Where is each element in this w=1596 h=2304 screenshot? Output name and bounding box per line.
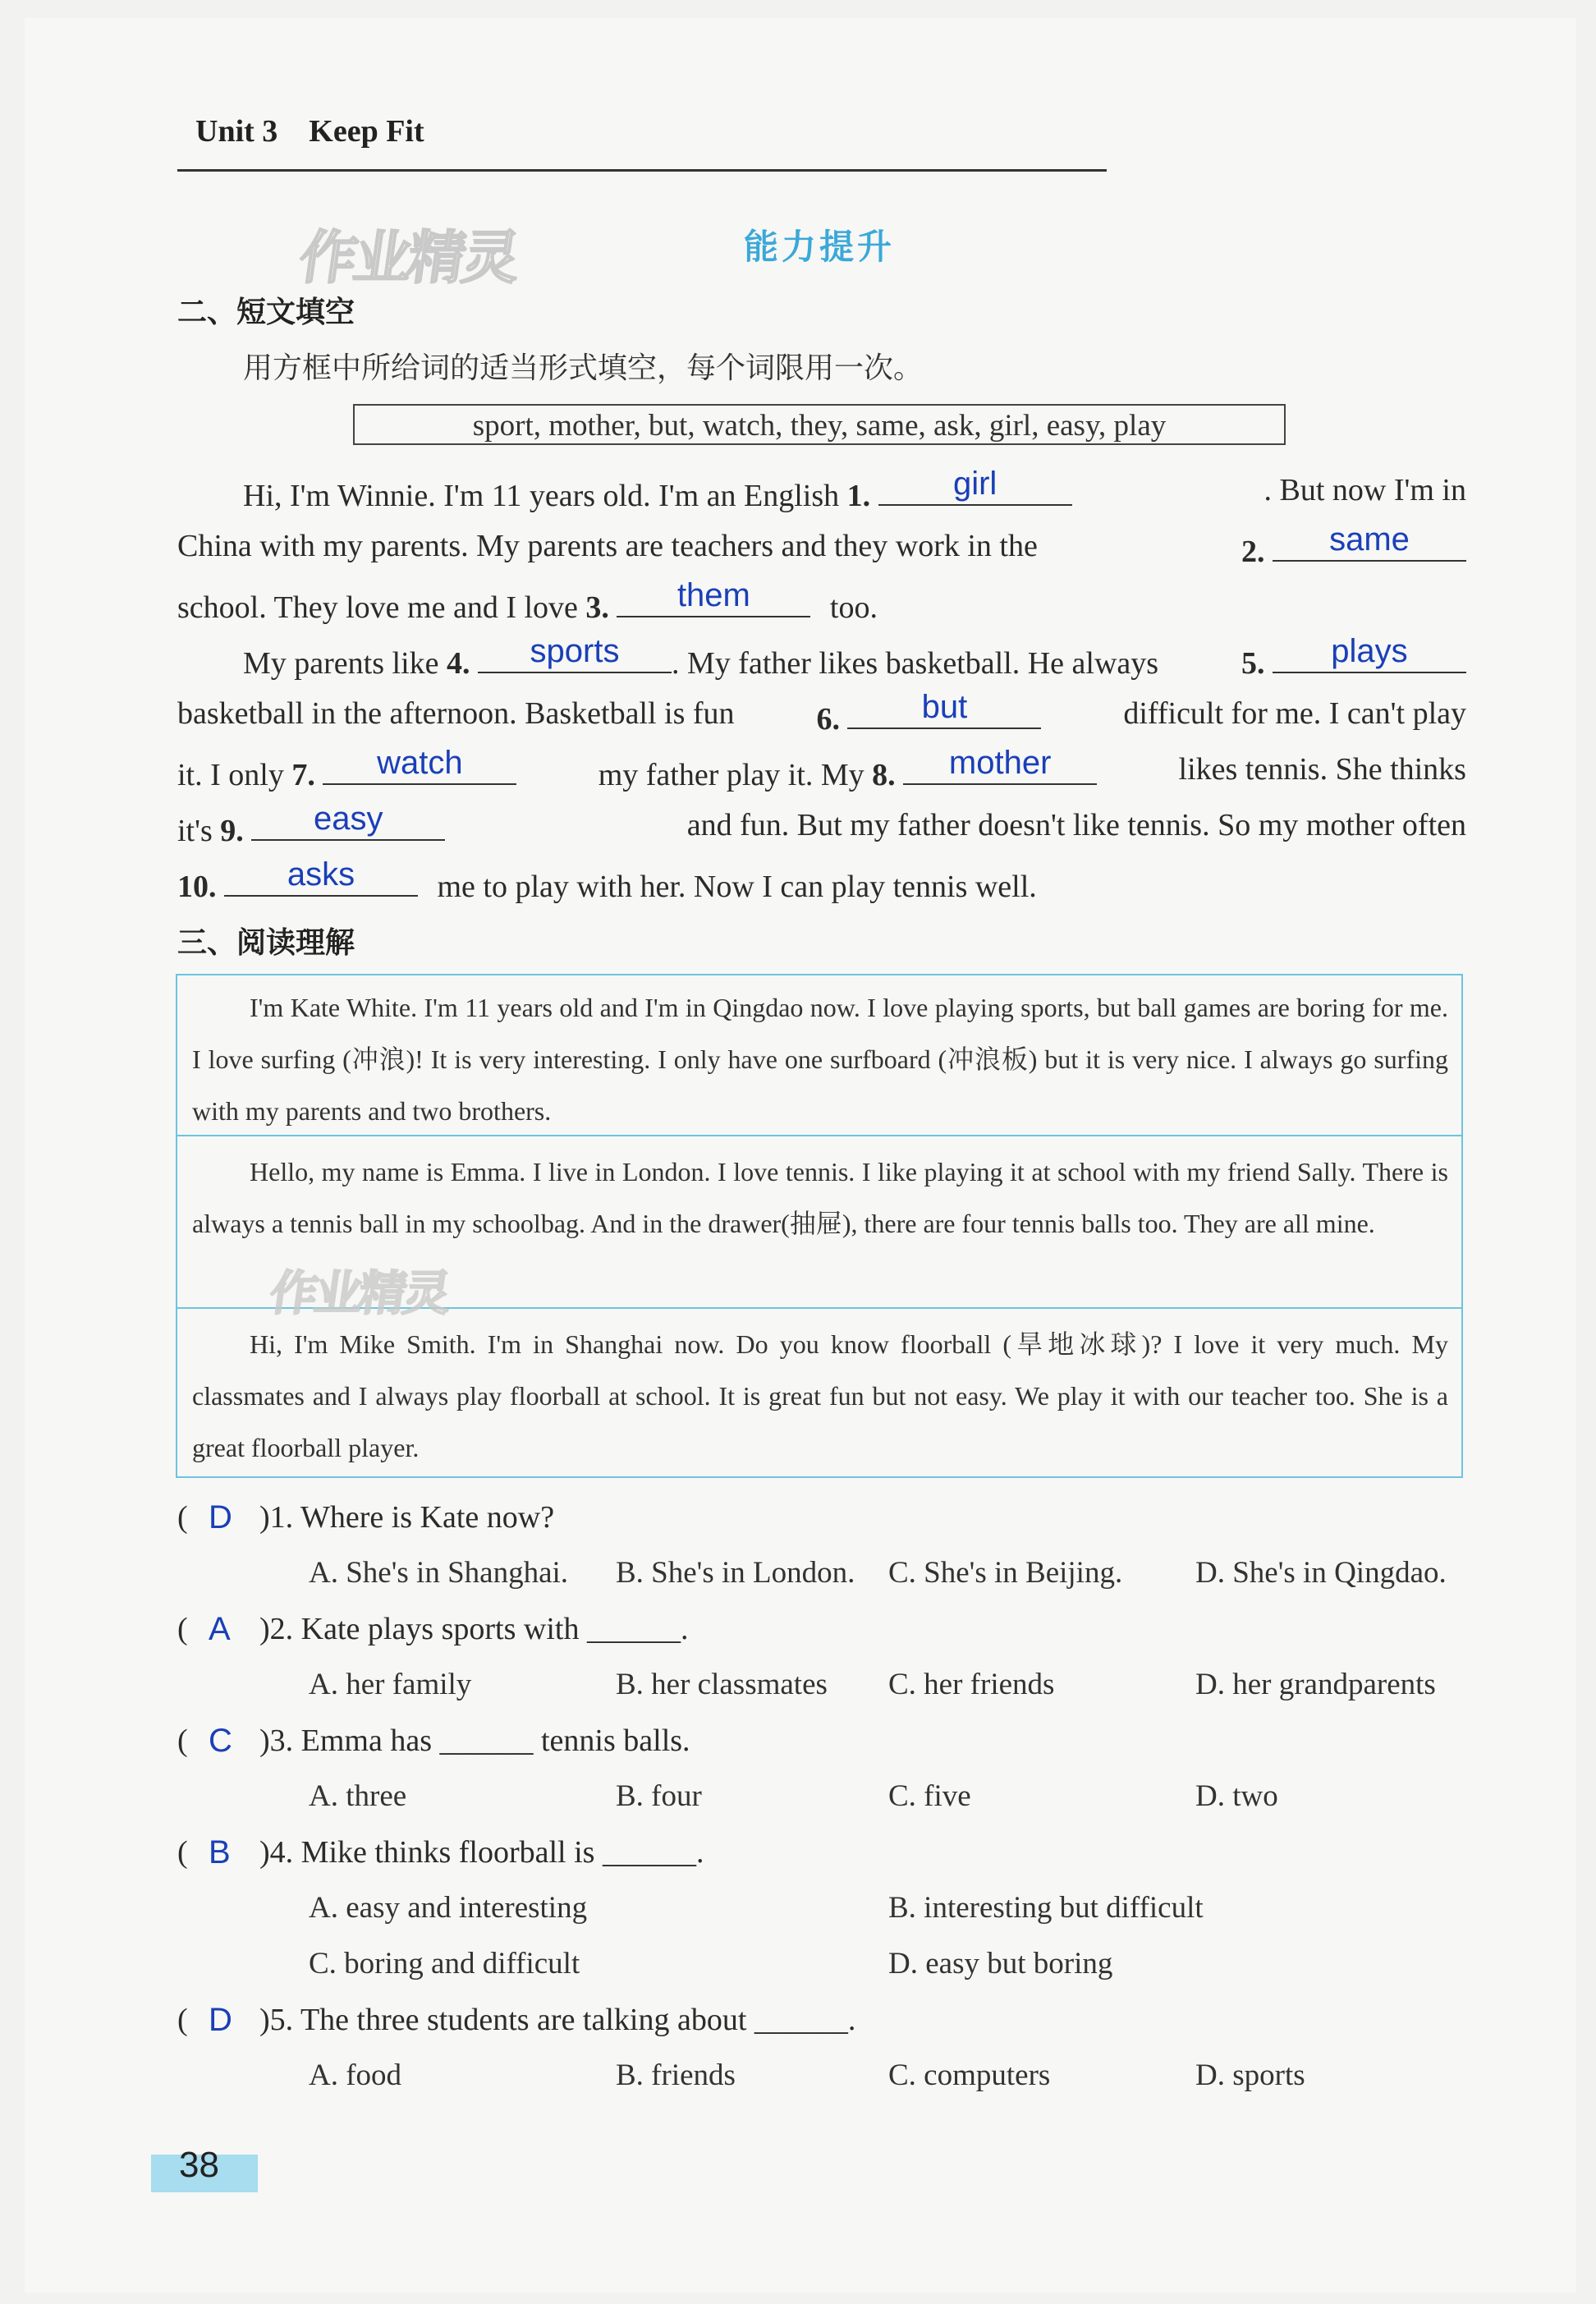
cloze-line-2 [177, 521, 1466, 571]
blank-3[interactable] [617, 577, 810, 617]
part2-label: 二、短文填空 [177, 296, 355, 329]
blank-number-1: 1. [846, 479, 871, 513]
watermark-top: 作业精灵 [295, 224, 521, 291]
page-number: 38 [179, 2145, 219, 2185]
answer-9: easy [314, 801, 383, 837]
answer-3: them [676, 577, 750, 613]
answer-paren: ( [177, 1835, 188, 1870]
cloze-text: likes tennis. She thinks [1178, 752, 1466, 787]
answer-10: asks [287, 856, 355, 893]
blank-10[interactable] [224, 856, 418, 897]
q5-option-b[interactable]: B. friends [616, 2058, 736, 2092]
blank-number-8: 8. [872, 758, 896, 792]
answer-1: girl [952, 466, 998, 502]
question-text: )4. Mike thinks floorball is ______. [259, 1835, 704, 1870]
cloze-text: it's [177, 814, 213, 848]
answer-6: but [921, 689, 968, 725]
answer-7: watch [377, 745, 463, 781]
cloze-text: me to play with her. Now I can play tennis well. [437, 870, 1037, 904]
blank-1[interactable] [878, 466, 1072, 506]
q3-option-a[interactable]: A. three [309, 1779, 407, 1813]
cloze-text: basketball in the afternoon. Basketball is fun [177, 696, 735, 731]
q5-option-d[interactable]: D. sports [1195, 2058, 1305, 2092]
blank-2[interactable] [1273, 521, 1466, 562]
cloze-line-7 [177, 801, 1466, 850]
cloze-line-6 [177, 745, 1466, 794]
cloze-text: . My father likes basketball. He always [672, 646, 1159, 681]
cloze-text: and fun. But my father doesn't like tennis. So my mother often [686, 808, 1466, 842]
cloze-line-1 [177, 466, 1466, 515]
part3-label: 三、阅读理解 [177, 926, 355, 960]
q2-option-c[interactable]: C. her friends [888, 1668, 1055, 1701]
blank-number-7: 7. [291, 758, 315, 792]
passage-kate: I'm Kate White. I'm 11 years old and I'm in Qingdao now. I love playing sports, but ball games are boring for me. I love surfing (冲浪)! It is very interesting. I only have one surfboard (冲浪板) but it is very nice. I always go surfing with my parents and two brothers. [192, 993, 1448, 1126]
answer-paren: ( [177, 1723, 188, 1758]
cloze-text: difficult for me. I can't play [1123, 696, 1466, 731]
q4-option-c[interactable]: C. boring and difficult [309, 1947, 580, 1980]
header-rule [177, 169, 1107, 172]
watermark-middle: 作业精灵 [266, 1265, 452, 1321]
answer-8: mother [948, 745, 1052, 781]
blank-5[interactable] [1273, 633, 1466, 673]
blank-9[interactable] [251, 801, 445, 841]
blank-number-2: 2. [1241, 535, 1265, 569]
question-2-answer[interactable]: A [209, 1611, 231, 1647]
cloze-line-4 [177, 633, 1466, 682]
q3-option-d[interactable]: D. two [1195, 1779, 1278, 1813]
question-text: )5. The three students are talking about ______. [259, 2003, 856, 2037]
cloze-line-8 [177, 856, 1466, 906]
passage-divider [177, 1135, 1461, 1136]
question-3-answer[interactable]: C [209, 1723, 232, 1759]
question-3 [177, 1723, 690, 1759]
cloze-text: school. They love me and I love [177, 590, 578, 625]
q1-option-b[interactable]: B. She's in London. [616, 1556, 855, 1590]
question-5 [177, 2002, 855, 2038]
q2-option-d[interactable]: D. her grandparents [1195, 1668, 1436, 1701]
blank-6[interactable] [847, 689, 1041, 729]
q1-option-c[interactable]: C. She's in Beijing. [888, 1556, 1123, 1590]
blank-8[interactable] [903, 745, 1097, 785]
section-heading: 能力提升 [744, 227, 896, 267]
cloze-text: . But now I'm in [1264, 473, 1466, 507]
cloze-text: too. [829, 590, 878, 625]
question-1 [177, 1499, 554, 1535]
q2-option-b[interactable]: B. her classmates [616, 1668, 828, 1701]
answer-5: plays [1331, 633, 1408, 669]
cloze-text: my father play it. My [598, 758, 864, 792]
blank-number-6: 6. [816, 702, 840, 737]
q4-option-b[interactable]: B. interesting but difficult [888, 1891, 1204, 1925]
cloze-text: China with my parents. My parents are teachers and they work in the [177, 529, 1038, 563]
blank-number-4: 4. [447, 646, 470, 681]
blank-number-3: 3. [585, 590, 609, 625]
q3-option-c[interactable]: C. five [888, 1779, 971, 1813]
answer-paren: ( [177, 1612, 188, 1646]
blank-number-9: 9. [220, 814, 244, 848]
q1-option-a[interactable]: A. She's in Shanghai. [309, 1556, 569, 1590]
word-box: sport, mother, but, watch, they, same, ask, girl, easy, play [353, 404, 1286, 445]
cloze-text: Hi, I'm Winnie. I'm 11 years old. I'm an English [243, 479, 840, 513]
answer-paren: ( [177, 1500, 188, 1535]
cloze-text: My parents like [243, 646, 439, 681]
answer-2: same [1329, 521, 1410, 558]
part2-instruction: 用方框中所给词的适当形式填空，每个词限用一次。 [243, 351, 924, 385]
question-1-answer[interactable]: D [209, 1499, 232, 1535]
q2-option-a[interactable]: A. her family [309, 1668, 472, 1701]
cloze-text: it. I only [177, 758, 284, 792]
question-2 [177, 1611, 688, 1647]
blank-number-10: 10. [177, 870, 217, 904]
q4-option-a[interactable]: A. easy and interesting [309, 1891, 588, 1925]
question-text: )3. Emma has ______ tennis balls. [259, 1723, 690, 1758]
answer-4: sports [530, 633, 620, 669]
question-5-answer[interactable]: D [209, 2002, 232, 2038]
question-text: )1. Where is Kate now? [259, 1500, 555, 1535]
question-4-answer[interactable]: B [209, 1834, 231, 1870]
blank-7[interactable] [323, 745, 516, 785]
question-4 [177, 1834, 704, 1870]
q4-option-d[interactable]: D. easy but boring [888, 1947, 1113, 1980]
passage-mike: Hi, I'm Mike Smith. I'm in Shanghai now. Do you know floorball (旱地冰球)? I love it very much. My classmates and I always play floorball at school. It is great fun but not easy. We play it with our teacher too. She is a great floorball player. [192, 1329, 1448, 1462]
cloze-line-3 [177, 577, 1466, 626]
q3-option-b[interactable]: B. four [616, 1779, 702, 1813]
q5-option-a[interactable]: A. food [309, 2058, 402, 2092]
blank-4[interactable] [478, 633, 672, 673]
passage-emma: Hello, my name is Emma. I live in London. I love tennis. I like playing it at school with my friend Sally. There is always a tennis ball in my schoolbag. And in the drawer(抽屉), there are four tennis balls too. They are all mine. [192, 1157, 1448, 1238]
question-text: )2. Kate plays sports with ______. [259, 1612, 689, 1646]
reading-box [176, 974, 1463, 1478]
answer-paren: ( [177, 2003, 188, 2037]
q1-option-d[interactable]: D. She's in Qingdao. [1195, 1556, 1447, 1590]
unit-title: Unit 3 Keep Fit [195, 114, 424, 149]
q5-option-c[interactable]: C. computers [888, 2058, 1051, 2092]
blank-number-5: 5. [1241, 646, 1265, 681]
cloze-line-5 [177, 689, 1466, 738]
